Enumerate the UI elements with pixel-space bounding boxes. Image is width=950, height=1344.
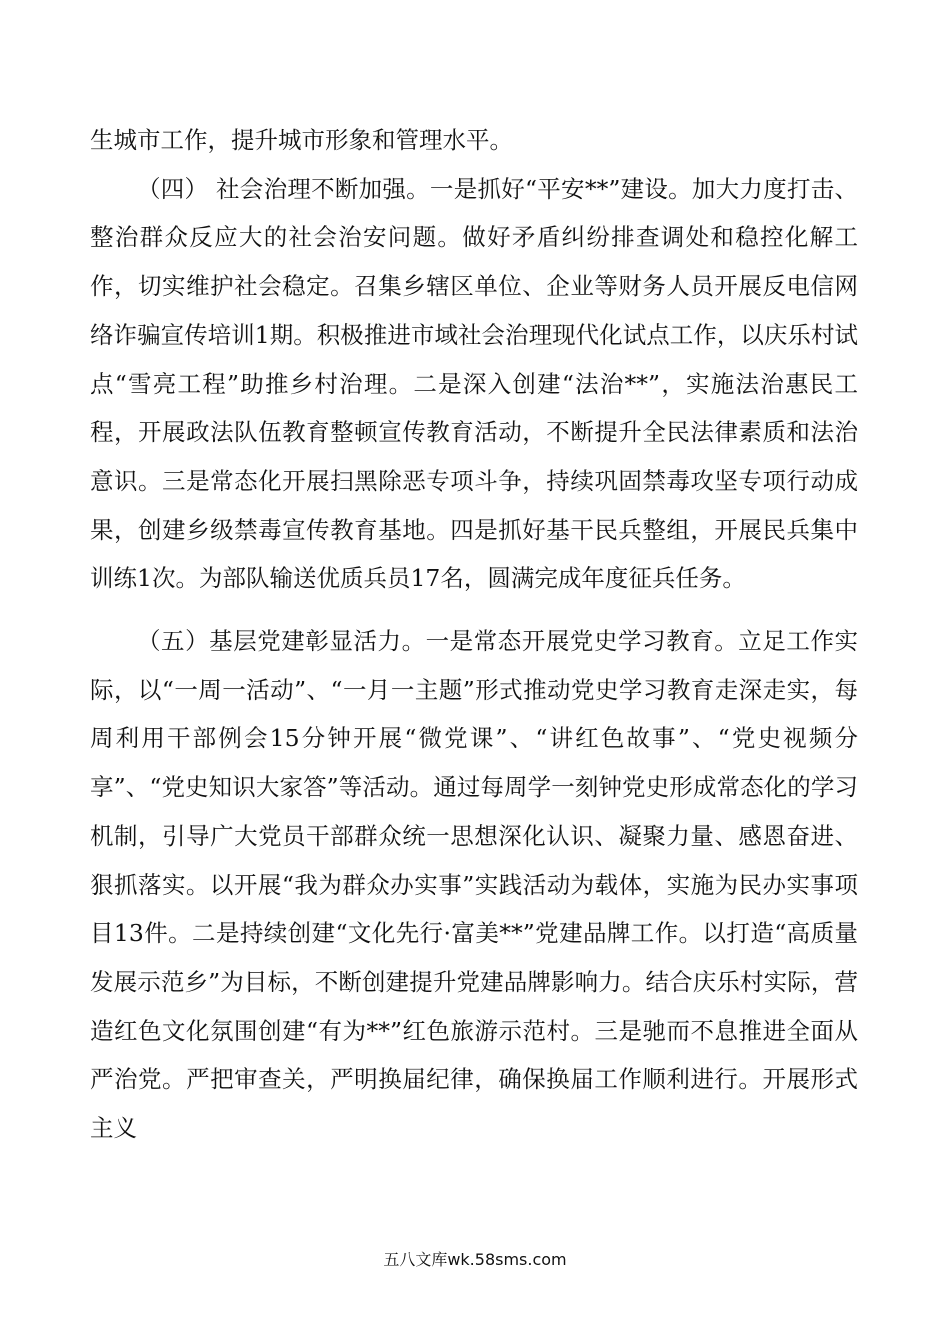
document-body — [90, 116, 858, 1153]
paragraph-social-governance: （四） 社会治理不断加强。一是抓好“平安**”建设。加大力度打击、整治群众反应大的社会治安问题。做好矛盾纠纷排查调处和稳控化解工作，切实维护社会稳定。召集乡辖区单位、企业等财务人员开展反电信网络诈骗宣传培训1期。积极推进市域社会治理现代化试点工作，以庆乐村试点“雪亮工程”助推乡村治理。二是深入创建“法治**”，实施法治惠民工程，开展政法队伍教育整顿宣传教育活动，不断提升全民法律素质和法治意识。三是常态化开展扫黑除恶专项斗争，持续巩固禁毒攻坚专项行动成果，创建乡级禁毒宣传教育基地。四是抓好基干民兵整组，开展民兵集中训练1次。为部队输送优质兵员17名，圆满完成年度征兵任务。 — [90, 174, 858, 593]
paragraph-continuation: 生城市工作，提升城市形象和管理水平。 — [90, 126, 513, 154]
page-footer-watermark: 五八文库wk.58sms.com — [383, 1250, 567, 1269]
paragraph-party-building: （五）基层党建彰显活力。一是常态开展党史学习教育。立足工作实际，以“一周一活动”、“一月一主题”形式推动党史学习教育走深走实，每周利用干部例会15分钟开展“微党课”、“讲红色故事”、“党史视频分享”、“党史知识大家答”等活动。通过每周学一刻钟党史形成常态化的学习机制，引导广大党员干部群众统一思想深化认识、凝聚力量、感恩奋进、狠抓落实。以开展“我为群众办实事”实践活动为载体，实施为民办实事项目13件。二是持续创建“文化先行·富美**”党建品牌工作。以打造“高质量发展示范乡”为目标，不断创建提升党建品牌影响力。结合庆乐村实际，营造红色文化氛围创建“有为**”红色旅游示范村。三是驰而不息推进全面从严治党。严把审查关，严明换届纪律，确保换届工作顺利进行。开展形式主义 — [90, 627, 858, 1143]
